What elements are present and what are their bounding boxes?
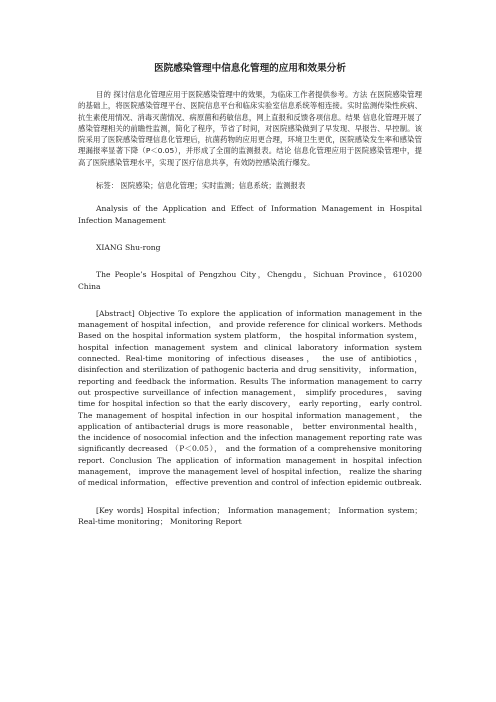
english-abstract: [Abstract] Objective To explore the application of information management in the management of hospital infection， and provide reference for clinical workers. Methods Based on the hospital information system platform， the hospital information system， hospital infection management system and clinical laboratory information system connected. Real-time monitoring of infectious diseases， the use of antibiotics， disinfection and sterilization of pathogenic bacteria and drug sensitivity， information， reporting and feedback the information. Results The information management to carry out prospective surveillance of infection management， simplify procedures， saving time for hospital infection so that the early discovery， early reporting， early control. The management of hospital infection in our hospital information management， the application of antibacterial drugs is more reasonable， better environmental health， the incidence of nosocomial infection and the infection management reporting rate was significantly decreased （P＜0.05）， and the formation of a comprehensive monitoring report. Conclusion The application of information management in hospital infection management， improve the management level of hospital infection， realize the sharing of medical information， effective prevention and control of infection epidemic outbreak. — [78, 308, 422, 488]
author-name: XIANG Shu-rong — [96, 242, 161, 252]
english-keywords: [Key words] Hospital infection； Information management； Information system； Real-time monitoring； Monitoring Report — [78, 505, 422, 526]
chinese-abstract: 目的 探讨信息化管理应用于医院感染管理中的效果，为临床工作者提供参考。方法 在医院感染管理的基础上，将医院感染管理平台、医院信息平台和临床实验室信息系统等相连接。实时监测传染性疾病、抗生素使用情况、消毒灭菌情况、病原菌和药敏信息，网上直报和反馈各项信息。结果 信息化管理开展了感染管理相关的前瞻性监测，简化了程序，节省了时间，对医院感染做到了早发现、早报告、早控制。该院采用了医院感染管理信息化管理后，抗菌药物的应用更合理，环境卫生更优，医院感染发生率和感染管理漏报率显著下降（P＜0.05），并形成了全面的监测报表。结论 信息化管理应用于医院感染管理中，提高了医院感染管理水平，实现了医疗信息共享，有效防控感染流行爆发。 — [78, 90, 423, 167]
english-title: Analysis of the Application and Effect of Information Management in Hospital Infection Management — [78, 204, 422, 225]
chinese-keywords: 标签： 医院感染；信息化管理；实时监测；信息系统；监测报表 — [96, 181, 306, 191]
author-affiliation: The People’s Hospital of Pengzhou City，Chengdu，Sichuan Province，610200 China — [78, 270, 422, 291]
document-page — [78, 62, 422, 527]
article-title: 医院感染管理中信息化管理的应用和效果分析 — [154, 63, 346, 74]
